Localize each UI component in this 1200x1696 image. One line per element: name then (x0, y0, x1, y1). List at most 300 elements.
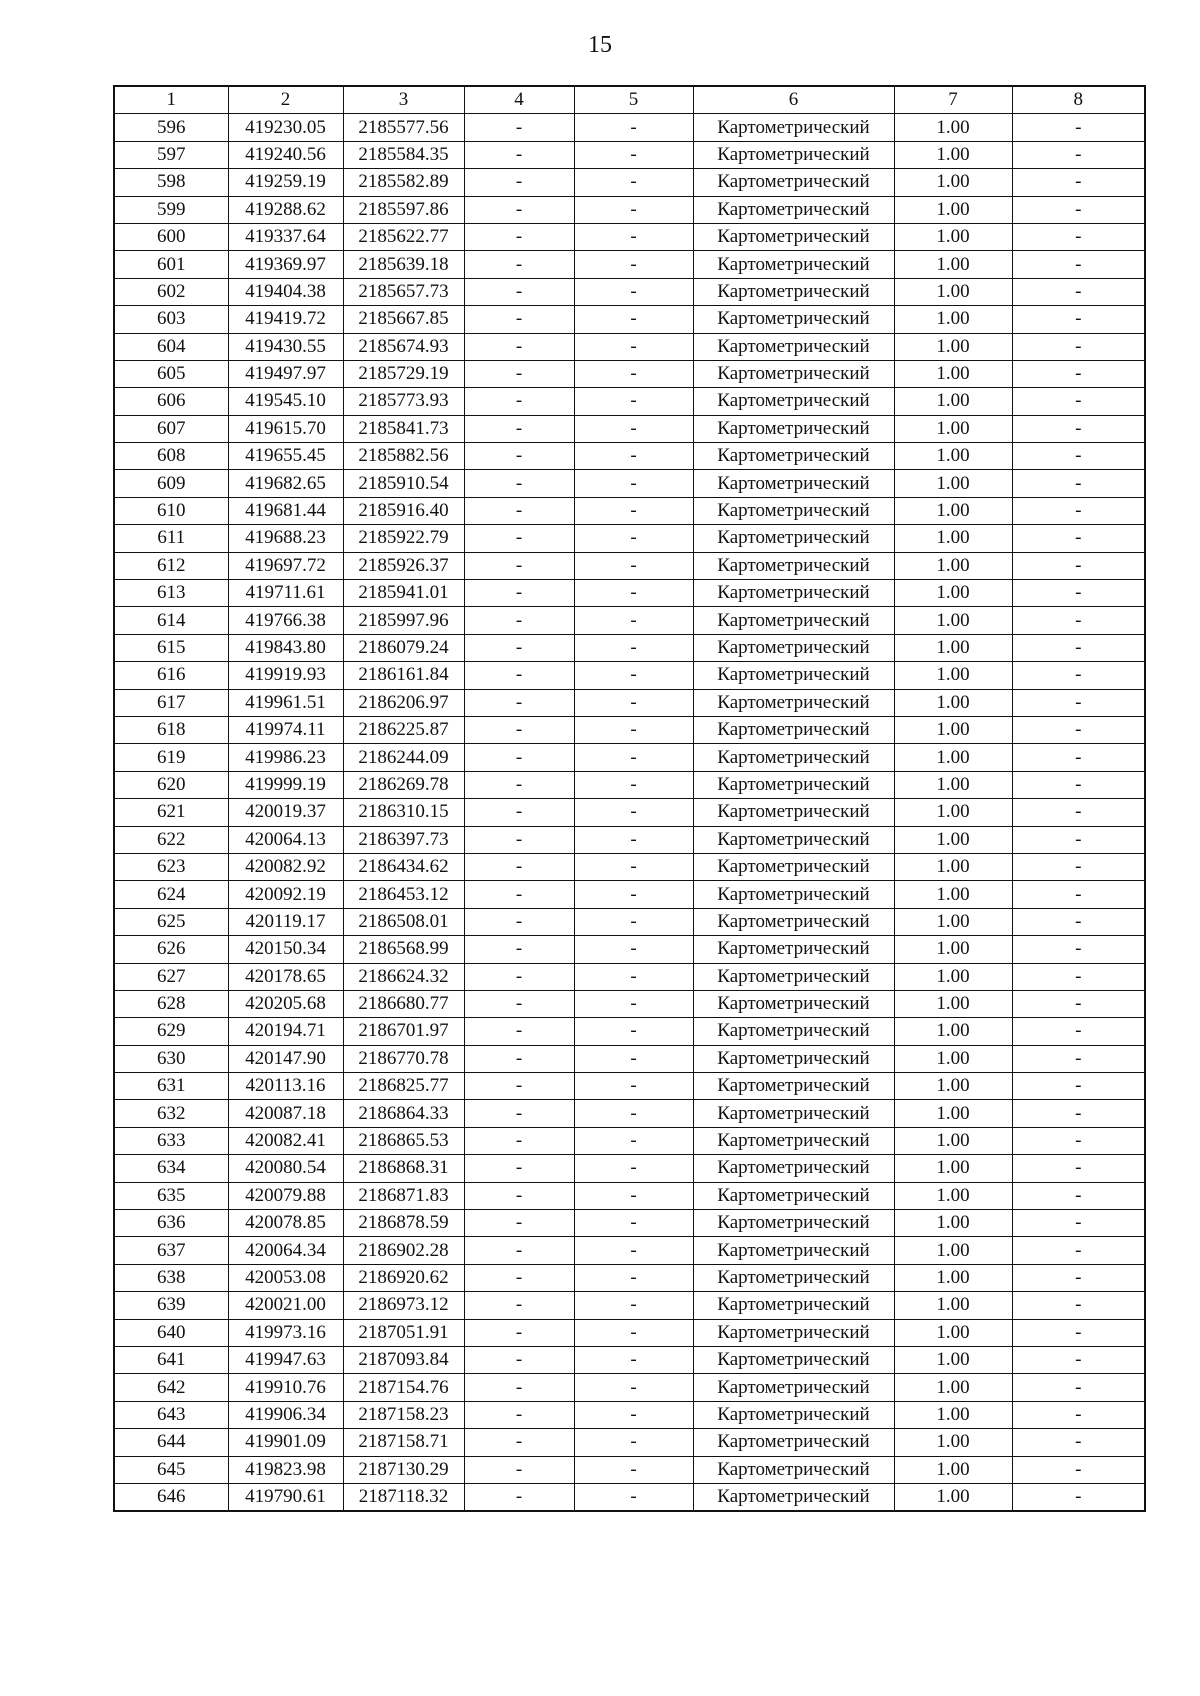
cell-accuracy: 1.00 (894, 141, 1012, 168)
cell-point-number: 636 (114, 1210, 228, 1237)
cell-x-coordinate: 419999.19 (228, 771, 343, 798)
cell-y-coordinate: 2186770.78 (343, 1045, 464, 1072)
cell-col-5: - (574, 936, 693, 963)
cell-col-5: - (574, 963, 693, 990)
cell-y-coordinate: 2186865.53 (343, 1127, 464, 1154)
cell-x-coordinate: 419974.11 (228, 716, 343, 743)
cell-col-5: - (574, 1127, 693, 1154)
cell-col-4: - (464, 525, 574, 552)
cell-col-8: - (1012, 689, 1145, 716)
cell-col-8: - (1012, 1127, 1145, 1154)
cell-y-coordinate: 2186902.28 (343, 1237, 464, 1264)
cell-col-5: - (574, 415, 693, 442)
cell-x-coordinate: 420150.34 (228, 936, 343, 963)
cell-col-4: - (464, 1155, 574, 1182)
cell-point-number: 638 (114, 1264, 228, 1291)
cell-y-coordinate: 2186878.59 (343, 1210, 464, 1237)
cell-x-coordinate: 419823.98 (228, 1456, 343, 1483)
table-row (114, 1127, 1145, 1154)
table-row (114, 1292, 1145, 1319)
table-row (114, 881, 1145, 908)
cell-col-4: - (464, 689, 574, 716)
cell-point-number: 634 (114, 1155, 228, 1182)
cell-col-4: - (464, 1374, 574, 1401)
cell-col-8: - (1012, 333, 1145, 360)
cell-y-coordinate: 2187051.91 (343, 1319, 464, 1346)
coordinates-table (113, 85, 1146, 1512)
cell-col-5: - (574, 607, 693, 634)
cell-col-5: - (574, 278, 693, 305)
cell-accuracy: 1.00 (894, 497, 1012, 524)
table-row (114, 1155, 1145, 1182)
cell-col-4: - (464, 881, 574, 908)
cell-method: Картометрический (693, 771, 894, 798)
cell-accuracy: 1.00 (894, 1237, 1012, 1264)
table-row (114, 689, 1145, 716)
cell-point-number: 604 (114, 333, 228, 360)
cell-y-coordinate: 2186453.12 (343, 881, 464, 908)
cell-col-5: - (574, 306, 693, 333)
cell-x-coordinate: 420205.68 (228, 990, 343, 1017)
cell-y-coordinate: 2185941.01 (343, 580, 464, 607)
cell-x-coordinate: 420078.85 (228, 1210, 343, 1237)
cell-x-coordinate: 420080.54 (228, 1155, 343, 1182)
cell-y-coordinate: 2186310.15 (343, 799, 464, 826)
table-row (114, 497, 1145, 524)
cell-method: Картометрический (693, 799, 894, 826)
cell-accuracy: 1.00 (894, 990, 1012, 1017)
cell-col-4: - (464, 306, 574, 333)
cell-point-number: 606 (114, 388, 228, 415)
cell-method: Картометрический (693, 360, 894, 387)
cell-x-coordinate: 419545.10 (228, 388, 343, 415)
cell-method: Картометрический (693, 525, 894, 552)
table-row (114, 634, 1145, 661)
cell-point-number: 628 (114, 990, 228, 1017)
table-row (114, 470, 1145, 497)
cell-y-coordinate: 2186225.87 (343, 716, 464, 743)
cell-accuracy: 1.00 (894, 1429, 1012, 1456)
cell-col-4: - (464, 662, 574, 689)
cell-col-4: - (464, 196, 574, 223)
cell-col-8: - (1012, 1429, 1145, 1456)
cell-y-coordinate: 2186868.31 (343, 1155, 464, 1182)
cell-col-5: - (574, 716, 693, 743)
cell-point-number: 607 (114, 415, 228, 442)
cell-y-coordinate: 2186624.32 (343, 963, 464, 990)
cell-accuracy: 1.00 (894, 744, 1012, 771)
cell-method: Картометрический (693, 607, 894, 634)
cell-accuracy: 1.00 (894, 169, 1012, 196)
cell-y-coordinate: 2186269.78 (343, 771, 464, 798)
table-row (114, 799, 1145, 826)
cell-y-coordinate: 2185582.89 (343, 169, 464, 196)
cell-point-number: 641 (114, 1346, 228, 1373)
cell-method: Картометрический (693, 251, 894, 278)
cell-col-4: - (464, 251, 574, 278)
cell-col-8: - (1012, 744, 1145, 771)
cell-col-8: - (1012, 1401, 1145, 1428)
cell-x-coordinate: 419288.62 (228, 196, 343, 223)
cell-method: Картометрический (693, 114, 894, 141)
cell-point-number: 613 (114, 580, 228, 607)
cell-x-coordinate: 419337.64 (228, 223, 343, 250)
table-row (114, 196, 1145, 223)
table-row (114, 936, 1145, 963)
cell-point-number: 629 (114, 1018, 228, 1045)
cell-col-5: - (574, 634, 693, 661)
cell-point-number: 617 (114, 689, 228, 716)
cell-col-8: - (1012, 169, 1145, 196)
table-row (114, 388, 1145, 415)
cell-col-4: - (464, 826, 574, 853)
cell-col-8: - (1012, 552, 1145, 579)
cell-accuracy: 1.00 (894, 306, 1012, 333)
cell-point-number: 620 (114, 771, 228, 798)
column-header-5: 5 (574, 86, 693, 114)
cell-col-4: - (464, 1264, 574, 1291)
cell-accuracy: 1.00 (894, 1045, 1012, 1072)
cell-col-5: - (574, 1483, 693, 1511)
cell-col-4: - (464, 990, 574, 1017)
cell-y-coordinate: 2185922.79 (343, 525, 464, 552)
cell-point-number: 640 (114, 1319, 228, 1346)
cell-x-coordinate: 420147.90 (228, 1045, 343, 1072)
cell-x-coordinate: 419655.45 (228, 443, 343, 470)
table-row (114, 1319, 1145, 1346)
cell-y-coordinate: 2187118.32 (343, 1483, 464, 1511)
cell-x-coordinate: 419681.44 (228, 497, 343, 524)
cell-y-coordinate: 2187130.29 (343, 1456, 464, 1483)
cell-y-coordinate: 2185997.96 (343, 607, 464, 634)
cell-col-5: - (574, 1182, 693, 1209)
table-row (114, 1374, 1145, 1401)
cell-point-number: 610 (114, 497, 228, 524)
cell-col-8: - (1012, 470, 1145, 497)
cell-accuracy: 1.00 (894, 1483, 1012, 1511)
cell-accuracy: 1.00 (894, 525, 1012, 552)
cell-y-coordinate: 2185597.86 (343, 196, 464, 223)
cell-x-coordinate: 420053.08 (228, 1264, 343, 1291)
cell-x-coordinate: 420019.37 (228, 799, 343, 826)
table-row (114, 223, 1145, 250)
cell-point-number: 615 (114, 634, 228, 661)
table-row (114, 525, 1145, 552)
cell-x-coordinate: 420079.88 (228, 1182, 343, 1209)
cell-x-coordinate: 419615.70 (228, 415, 343, 442)
cell-col-4: - (464, 963, 574, 990)
table-row (114, 963, 1145, 990)
cell-accuracy: 1.00 (894, 1073, 1012, 1100)
cell-col-8: - (1012, 1456, 1145, 1483)
cell-method: Картометрический (693, 1018, 894, 1045)
cell-method: Картометрический (693, 1264, 894, 1291)
cell-col-8: - (1012, 1292, 1145, 1319)
cell-method: Картометрический (693, 716, 894, 743)
cell-col-8: - (1012, 936, 1145, 963)
cell-point-number: 605 (114, 360, 228, 387)
cell-col-5: - (574, 525, 693, 552)
cell-x-coordinate: 419697.72 (228, 552, 343, 579)
cell-col-8: - (1012, 196, 1145, 223)
cell-y-coordinate: 2187158.23 (343, 1401, 464, 1428)
cell-col-8: - (1012, 771, 1145, 798)
cell-point-number: 646 (114, 1483, 228, 1511)
cell-accuracy: 1.00 (894, 580, 1012, 607)
table-row (114, 826, 1145, 853)
cell-accuracy: 1.00 (894, 908, 1012, 935)
cell-point-number: 599 (114, 196, 228, 223)
cell-accuracy: 1.00 (894, 443, 1012, 470)
cell-method: Картометрический (693, 1100, 894, 1127)
cell-col-5: - (574, 1018, 693, 1045)
cell-y-coordinate: 2186434.62 (343, 853, 464, 880)
cell-method: Картометрический (693, 443, 894, 470)
cell-point-number: 597 (114, 141, 228, 168)
cell-col-4: - (464, 1319, 574, 1346)
cell-method: Картометрический (693, 1374, 894, 1401)
cell-col-8: - (1012, 278, 1145, 305)
cell-col-8: - (1012, 580, 1145, 607)
cell-col-8: - (1012, 1319, 1145, 1346)
cell-method: Картометрический (693, 223, 894, 250)
table-row (114, 1401, 1145, 1428)
cell-y-coordinate: 2185882.56 (343, 443, 464, 470)
cell-col-5: - (574, 114, 693, 141)
cell-accuracy: 1.00 (894, 1374, 1012, 1401)
cell-accuracy: 1.00 (894, 881, 1012, 908)
cell-x-coordinate: 419947.63 (228, 1346, 343, 1373)
cell-col-8: - (1012, 1346, 1145, 1373)
cell-col-5: - (574, 333, 693, 360)
cell-col-8: - (1012, 1483, 1145, 1511)
cell-y-coordinate: 2185584.35 (343, 141, 464, 168)
cell-x-coordinate: 419497.97 (228, 360, 343, 387)
table-row (114, 169, 1145, 196)
cell-method: Картометрический (693, 415, 894, 442)
cell-method: Картометрический (693, 1182, 894, 1209)
cell-col-8: - (1012, 908, 1145, 935)
cell-y-coordinate: 2186568.99 (343, 936, 464, 963)
cell-point-number: 609 (114, 470, 228, 497)
cell-method: Картометрический (693, 1045, 894, 1072)
cell-accuracy: 1.00 (894, 415, 1012, 442)
cell-col-5: - (574, 443, 693, 470)
cell-method: Картометрический (693, 1237, 894, 1264)
cell-col-5: - (574, 1429, 693, 1456)
cell-y-coordinate: 2185926.37 (343, 552, 464, 579)
cell-point-number: 602 (114, 278, 228, 305)
cell-col-8: - (1012, 360, 1145, 387)
cell-col-8: - (1012, 141, 1145, 168)
cell-point-number: 596 (114, 114, 228, 141)
cell-y-coordinate: 2185729.19 (343, 360, 464, 387)
table-row (114, 552, 1145, 579)
table-row (114, 114, 1145, 141)
cell-col-8: - (1012, 223, 1145, 250)
cell-point-number: 637 (114, 1237, 228, 1264)
cell-y-coordinate: 2187154.76 (343, 1374, 464, 1401)
cell-col-5: - (574, 1292, 693, 1319)
cell-accuracy: 1.00 (894, 1100, 1012, 1127)
page-number: 15 (588, 32, 612, 58)
cell-accuracy: 1.00 (894, 278, 1012, 305)
cell-x-coordinate: 419906.34 (228, 1401, 343, 1428)
cell-accuracy: 1.00 (894, 251, 1012, 278)
cell-col-5: - (574, 470, 693, 497)
cell-col-4: - (464, 607, 574, 634)
cell-col-4: - (464, 169, 574, 196)
cell-col-8: - (1012, 607, 1145, 634)
cell-col-5: - (574, 881, 693, 908)
cell-y-coordinate: 2186680.77 (343, 990, 464, 1017)
cell-method: Картометрический (693, 169, 894, 196)
cell-point-number: 644 (114, 1429, 228, 1456)
table-row (114, 853, 1145, 880)
cell-point-number: 621 (114, 799, 228, 826)
cell-col-5: - (574, 771, 693, 798)
table-row (114, 360, 1145, 387)
cell-method: Картометрический (693, 580, 894, 607)
table-row (114, 1429, 1145, 1456)
cell-accuracy: 1.00 (894, 1018, 1012, 1045)
cell-col-5: - (574, 1401, 693, 1428)
cell-col-8: - (1012, 1018, 1145, 1045)
cell-method: Картометрический (693, 1155, 894, 1182)
cell-method: Картометрический (693, 662, 894, 689)
table-row (114, 1100, 1145, 1127)
cell-col-4: - (464, 1100, 574, 1127)
cell-x-coordinate: 419230.05 (228, 114, 343, 141)
cell-col-5: - (574, 1100, 693, 1127)
cell-x-coordinate: 419919.93 (228, 662, 343, 689)
cell-col-4: - (464, 1483, 574, 1511)
cell-col-4: - (464, 114, 574, 141)
cell-point-number: 645 (114, 1456, 228, 1483)
cell-method: Картометрический (693, 1073, 894, 1100)
cell-col-4: - (464, 1401, 574, 1428)
cell-y-coordinate: 2186973.12 (343, 1292, 464, 1319)
cell-y-coordinate: 2185622.77 (343, 223, 464, 250)
column-header-6: 6 (693, 86, 894, 114)
cell-accuracy: 1.00 (894, 360, 1012, 387)
cell-accuracy: 1.00 (894, 963, 1012, 990)
cell-x-coordinate: 420178.65 (228, 963, 343, 990)
cell-col-8: - (1012, 634, 1145, 661)
cell-x-coordinate: 420119.17 (228, 908, 343, 935)
cell-col-8: - (1012, 1073, 1145, 1100)
cell-y-coordinate: 2186825.77 (343, 1073, 464, 1100)
cell-method: Картометрический (693, 278, 894, 305)
cell-col-4: - (464, 1456, 574, 1483)
table-row (114, 908, 1145, 935)
cell-point-number: 618 (114, 716, 228, 743)
cell-col-5: - (574, 1264, 693, 1291)
cell-x-coordinate: 419901.09 (228, 1429, 343, 1456)
cell-accuracy: 1.00 (894, 1182, 1012, 1209)
cell-col-4: - (464, 443, 574, 470)
cell-col-4: - (464, 333, 574, 360)
cell-col-8: - (1012, 990, 1145, 1017)
table-row (114, 1483, 1145, 1511)
cell-col-4: - (464, 1292, 574, 1319)
cell-col-5: - (574, 552, 693, 579)
cell-point-number: 614 (114, 607, 228, 634)
cell-col-4: - (464, 223, 574, 250)
cell-x-coordinate: 419986.23 (228, 744, 343, 771)
cell-col-8: - (1012, 415, 1145, 442)
cell-point-number: 619 (114, 744, 228, 771)
table-row (114, 1264, 1145, 1291)
cell-method: Картометрический (693, 1346, 894, 1373)
cell-col-5: - (574, 799, 693, 826)
cell-col-5: - (574, 826, 693, 853)
cell-col-5: - (574, 360, 693, 387)
cell-accuracy: 1.00 (894, 936, 1012, 963)
cell-method: Картометрический (693, 908, 894, 935)
column-header-4: 4 (464, 86, 574, 114)
cell-accuracy: 1.00 (894, 552, 1012, 579)
table-row (114, 771, 1145, 798)
cell-method: Картометрический (693, 826, 894, 853)
cell-x-coordinate: 419369.97 (228, 251, 343, 278)
cell-col-4: - (464, 580, 574, 607)
cell-method: Картометрический (693, 1429, 894, 1456)
cell-col-8: - (1012, 497, 1145, 524)
cell-method: Картометрический (693, 1456, 894, 1483)
cell-y-coordinate: 2185916.40 (343, 497, 464, 524)
cell-col-4: - (464, 552, 574, 579)
cell-method: Картометрический (693, 470, 894, 497)
cell-point-number: 623 (114, 853, 228, 880)
cell-accuracy: 1.00 (894, 826, 1012, 853)
cell-col-4: - (464, 936, 574, 963)
cell-col-8: - (1012, 388, 1145, 415)
cell-point-number: 603 (114, 306, 228, 333)
cell-col-5: - (574, 141, 693, 168)
cell-col-8: - (1012, 306, 1145, 333)
cell-col-4: - (464, 771, 574, 798)
cell-accuracy: 1.00 (894, 223, 1012, 250)
cell-col-5: - (574, 580, 693, 607)
column-header-3: 3 (343, 86, 464, 114)
cell-col-8: - (1012, 716, 1145, 743)
cell-col-4: - (464, 1429, 574, 1456)
cell-method: Картометрический (693, 881, 894, 908)
table-row (114, 1073, 1145, 1100)
column-header-8: 8 (1012, 86, 1145, 114)
cell-col-4: - (464, 388, 574, 415)
cell-col-8: - (1012, 1210, 1145, 1237)
cell-col-4: - (464, 1210, 574, 1237)
cell-col-5: - (574, 1155, 693, 1182)
cell-accuracy: 1.00 (894, 388, 1012, 415)
cell-y-coordinate: 2185639.18 (343, 251, 464, 278)
cell-col-4: - (464, 278, 574, 305)
table-row (114, 607, 1145, 634)
cell-method: Картометрический (693, 497, 894, 524)
cell-accuracy: 1.00 (894, 1319, 1012, 1346)
cell-col-8: - (1012, 853, 1145, 880)
cell-x-coordinate: 420082.41 (228, 1127, 343, 1154)
cell-x-coordinate: 419910.76 (228, 1374, 343, 1401)
cell-point-number: 598 (114, 169, 228, 196)
cell-y-coordinate: 2185841.73 (343, 415, 464, 442)
cell-col-4: - (464, 1073, 574, 1100)
cell-x-coordinate: 419404.38 (228, 278, 343, 305)
cell-col-5: - (574, 251, 693, 278)
cell-method: Картометрический (693, 634, 894, 661)
